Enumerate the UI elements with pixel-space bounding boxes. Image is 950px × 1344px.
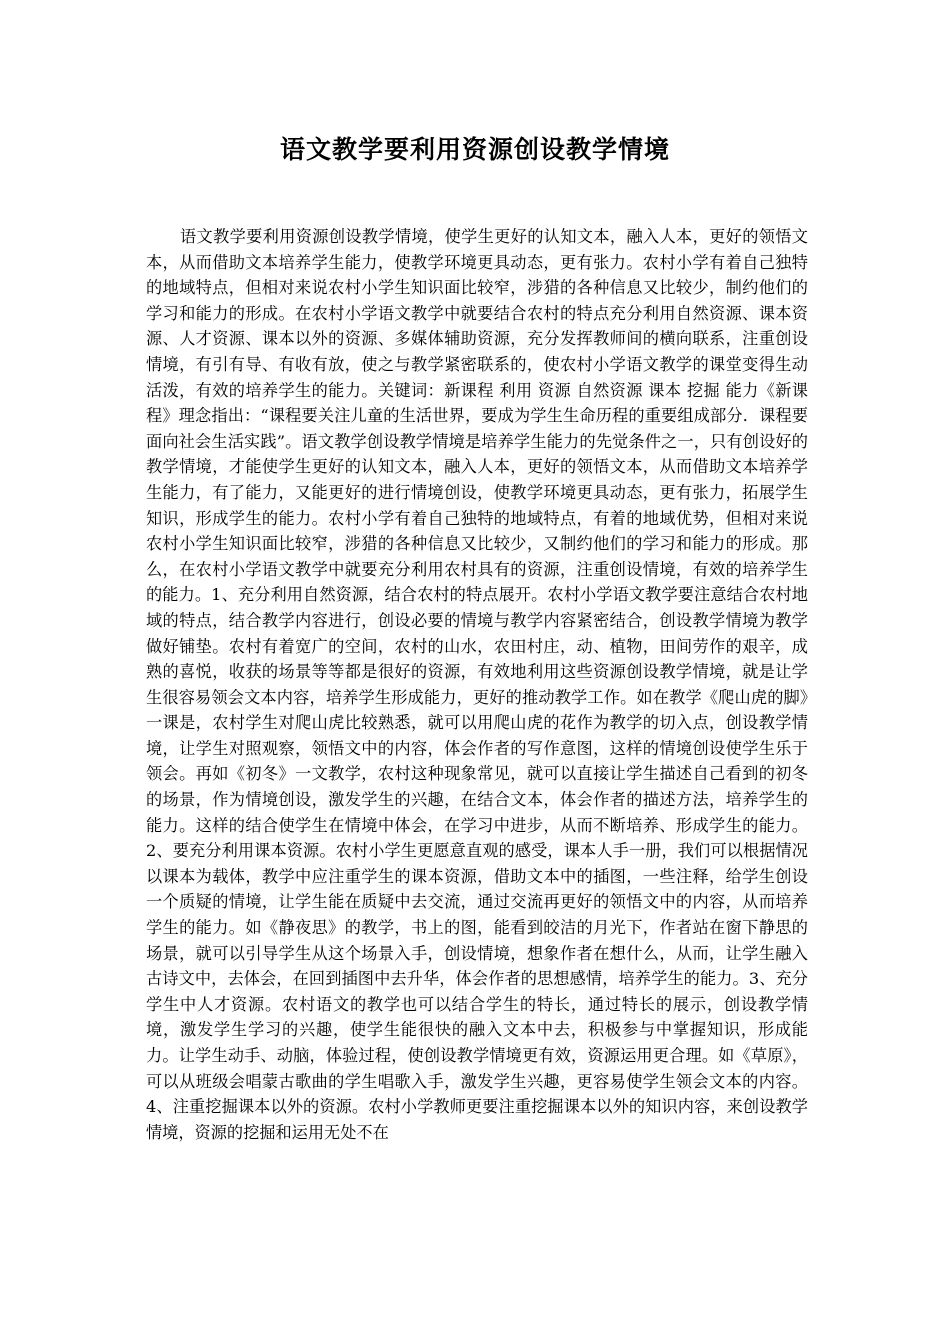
document-title: 语文教学要利用资源创设教学情境 <box>279 135 670 164</box>
document-body-paragraph: 语文教学要利用资源创设教学情境，使学生更好的认知文本，融入人本，更好的领悟文本，从而借助文本培养学生能力，使教学环境更具动态，更有张力。农村小学有着自己独特的地域特点，但相对来说农村小学生知识面比较窄，涉猎的各种信息又比较少，制约他们的学习和能力的形成。在农村小学语文教学中就要结合农村的特点充分利用自然资源、课本资源、人才资源、课本以外的资源、多媒体辅助资源，充分发挥教师间的横向联系，注重创设情境，有引有导、有收有放，使之与教学紧密联系的，使农村小学语文教学的课堂变得生动活泼，有效的培养学生的能力。关键词：新课程 利用 资源 自然资源 课本 挖掘 能力《新课程》理念指出：“课程要关注儿童的生活世界，要成为学生生命历程的重要组成部分．课程要面向社会生活实践”。语文教学创设教学情境是培养学生能力的先觉条件之一，只有创设好的教学情境，才能使学生更好的认知文本，融入人本，更好的领悟文本，从而借助文本培养学生能力，有了能力，又能更好的进行情境创设，使教学环境更具动态，更有张力，拓展学生知识，形成学生的能力。农村小学有着自己独特的地域特点，有着的地域优势，但相对来说农村小学生知识面比较窄，涉猎的各种信息又比较少，又制约他们的学习和能力的形成。那么，在农村小学语文教学中就要充分利用农村具有的资源，注重创设情境，有效的培养学生的能力。1、充分利用自然资源，结合农村的特点展开。农村小学语文教学要注意结合农村地域的特点，结合教学内容进行，创设必要的情境与教学内容紧密结合，创设教学情境为教学做好铺垫。农村有着宽广的空间，农村的山水，农田村庄，动、植物，田间劳作的艰辛，成熟的喜悦，收获的场景等等都是很好的资源，有效地利用这些资源创设教学情境，就是让学生很容易领会文本内容，培养学生形成能力，更好的推动教学工作。如在教学《爬山虎的脚》一课是，农村学生对爬山虎比较熟悉，就可以用爬山虎的花作为教学的切入点，创设教学情境，让学生对照观察，领悟文中的内容，体会作者的写作意图，这样的情境创设使学生乐于领会。再如《初冬》一文教学，农村这种现象常见，就可以直接让学生描述自己看到的初冬的场景，作为情境创设，激发学生的兴趣，在结合文本，体会作者的描述方法，培养学生的能力。这样的结合使学生在情境中体会，在学习中进步，从而不断培养、形成学生的能力。2、要充分利用课本资源。农村小学生更愿意直观的感受，课本人手一册，我们可以根据情况以课本为载体，教学中应注重学生的课本资源，借助文本中的插图，一些注释，给学生创设一个质疑的情境，让学生能在质疑中去交流，通过交流再更好的领悟文中的内容，从而培养学生的能力。如《静夜思》的教学，书上的图，能看到皎洁的月光下，作者站在窗下静思的场景，就可以引导学生从这个场景入手，创设情境，想象作者在想什么，从而，让学生融入古诗文中，去体会，在回到插图中去升华，体会作者的思想感情，培养学生的能力。3、充分学生中人才资源。农村语文的教学也可以结合学生的特长，通过特长的展示，创设教学情境，激发学生学习的兴趣，使学生能很快的融入文本中去，积极参与中掌握知识，形成能力。让学生动手、动脑，体验过程，使创设教学情境更有效，资源运用更合理。如《草原》，可以从班级会唱蒙古歌曲的学生唱歌入手，激发学生兴趣，更容易使学生领会文本的内容。4、注重挖掘课本以外的资源。农村小学教师更要注重挖掘课本以外的知识内容，来创设教学情境，资源的挖掘和运用无处不在 <box>146 227 808 1142</box>
